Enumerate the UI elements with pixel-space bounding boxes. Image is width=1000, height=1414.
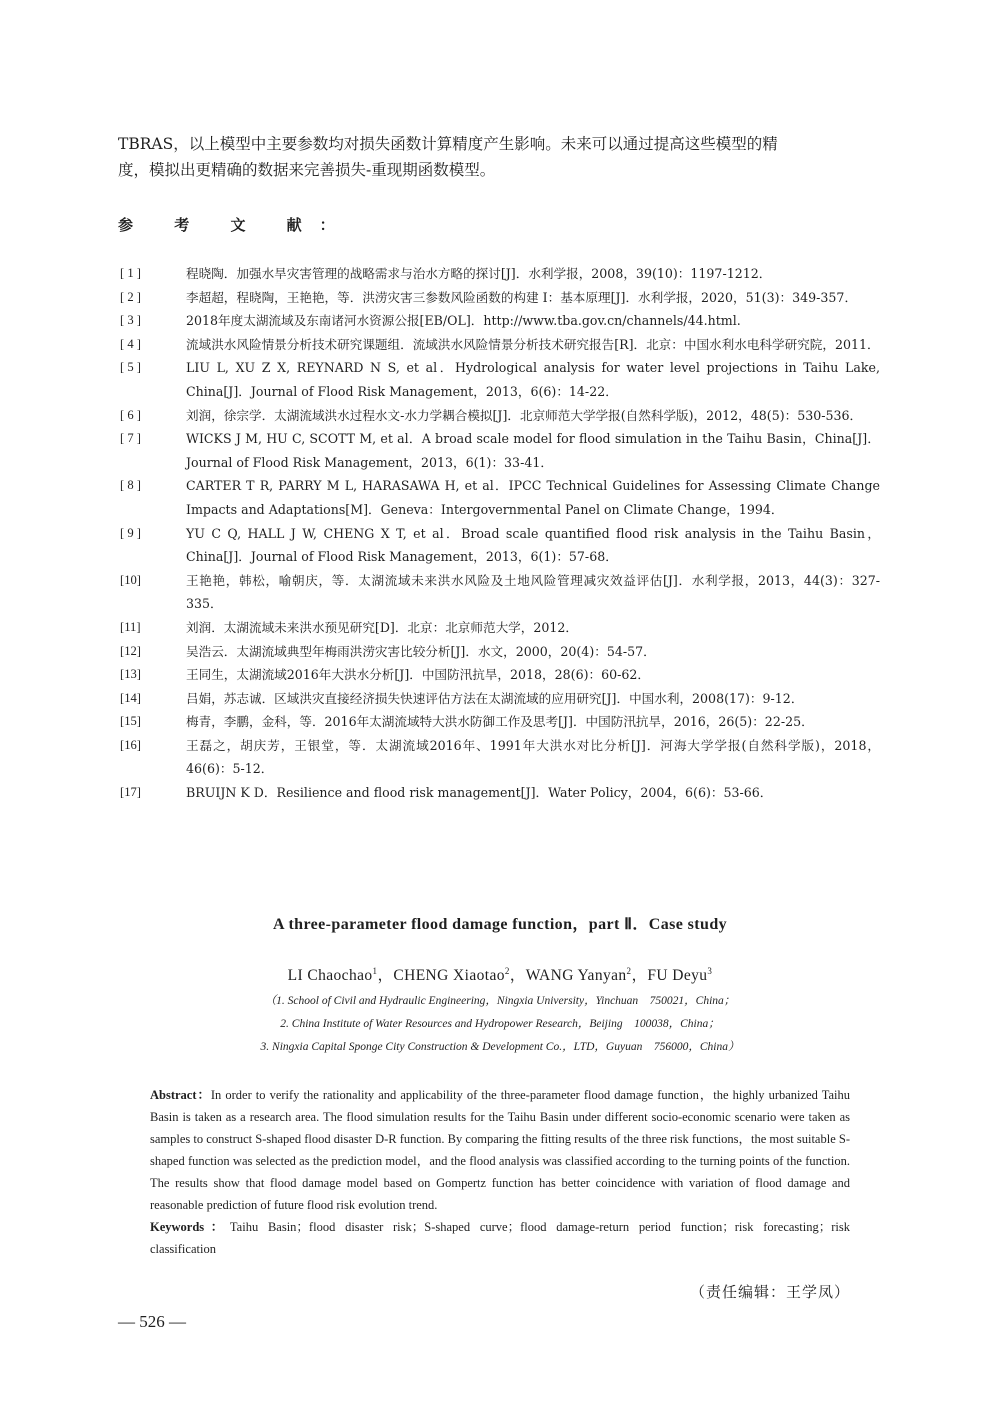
- author-affiliation-mark: 2: [504, 965, 510, 976]
- reference-number: [ 9 ]: [120, 525, 141, 540]
- author-affiliation-mark: 1: [372, 965, 378, 976]
- reference-text: 吕娟，苏志诚．区域洪灾直接经济损失快速评估方法在太湖流域的应用研究[J]．中国水利，2008(17)：9-12．: [186, 690, 804, 706]
- reference-item: [120, 427, 880, 474]
- page-number: — 526 —: [118, 1312, 186, 1331]
- reference-text: LIU L, XU Z X, REYNARD N S, et al．Hydrological analysis for water level projections in Taihu Lake, China[J]．Journal of Flood Risk Management，2013，6(6)：14-22．: [186, 360, 880, 399]
- keywords-label: Keywords：: [150, 1220, 230, 1234]
- author-affiliation-mark: 3: [707, 965, 713, 976]
- reference-item: [120, 640, 880, 664]
- reference-item: [120, 663, 880, 687]
- reference-item: [120, 333, 880, 357]
- intro-line-1: TBRAS，以上模型中主要参数均对损失函数计算精度产生影响。未来可以通过提高这些模型的精: [118, 135, 778, 153]
- reference-number: [ 5 ]: [120, 360, 141, 375]
- reference-item: [120, 356, 880, 403]
- abstract-label: Abstract：: [150, 1088, 211, 1102]
- reference-number: [14]: [120, 690, 141, 705]
- reference-text: 王艳艳，韩松，喻朝庆，等．太湖流域未来洪水风险及土地风险管理减灾效益评估[J]．水利学报，2013，44(3)：327-335．: [186, 572, 880, 612]
- reference-item: [120, 569, 880, 616]
- reference-item: [120, 616, 880, 640]
- reference-text: 王同生，太湖流域2016年大洪水分析[J]．中国防汛抗旱，2018，28(6)：60-62．: [186, 667, 650, 683]
- abstract-text: In order to verify the rationality and applicability of the three-parameter flood damage function，the highly urbanized Taihu Basin is taken as a research area. The flood simulation results for the Taihu Basin under different socio-economic scenario were taken as samples to construct S-shaped flood disaster D-R function. By comparing the fitting results of the three risk functions，the most suitable S-shaped function was selected as the prediction model，and the flood analysis was classified according to the turning points of the function. The results show that flood damage model based on Gompertz function has better coincidence with variation of flood damage and reasonable prediction of future flood risk evolution trend.: [150, 1088, 850, 1212]
- reference-text: BRUIJN K D．Resilience and flood risk management[J]．Water Policy，2004，6(6)：53-66．: [186, 785, 773, 801]
- reference-item: [120, 734, 880, 781]
- reference-number: [11]: [120, 619, 141, 634]
- reference-number: [ 1 ]: [120, 266, 141, 280]
- reference-number: [ 6 ]: [120, 407, 141, 422]
- author-list: [0, 963, 1000, 985]
- reference-text: 刘润，徐宗学．太湖流域洪水过程水文-水力学耦合模拟[J]．北京师范大学学报(自然科学版)，2012，48(5)：530-536．: [186, 407, 863, 423]
- keywords-text: Taihu Basin；flood disaster risk；S-shaped curve；flood damage-return period function；risk forecasting；risk classification: [150, 1220, 850, 1256]
- intro-paragraph: [118, 131, 888, 183]
- reference-number: [ 7 ]: [120, 431, 141, 446]
- reference-number: [15]: [120, 714, 141, 729]
- reference-text: YU C Q, HALL J W, CHENG X T, et al．Broad scale quantified flood risk analysis in the Taihu Basin，China[J]．Journal of Flood Risk Management，2013，6(1)：57-68．: [186, 525, 880, 565]
- abstract-block: [150, 1084, 850, 1260]
- reference-text: 流域洪水风险情景分析技术研究课题组．流域洪水风险情景分析技术研究报告[R]．北京：中国水利水电科学研究院，2011．: [186, 336, 880, 352]
- reference-item: [120, 522, 880, 569]
- intro-line-2: 度，模拟出更精确的数据来完善损失-重现期函数模型。: [118, 161, 496, 179]
- reference-text: 李超超，程晓陶，王艳艳，等．洪涝灾害三参数风险函数的构建 Ⅰ：基本原理[J]．水利学报，2020，51(3)：349-357．: [186, 289, 858, 305]
- reference-item: [120, 404, 880, 428]
- reference-number: [ 8 ]: [120, 478, 141, 493]
- reference-text: 刘润．太湖流域未来洪水预见研究[D]．北京：北京师范大学，2012．: [186, 619, 579, 635]
- references-list: [120, 262, 880, 805]
- reference-number: [ 2 ]: [120, 289, 141, 304]
- author-name: LI Chaochao: [287, 967, 373, 984]
- reference-item: [120, 687, 880, 711]
- author-separator: ，: [377, 967, 394, 984]
- reference-text: 梅青，李鹏，金科，等．2016年太湖流域特大洪水防御工作及思考[J]．中国防汛抗旱，2016，26(5)：22-25．: [186, 714, 814, 730]
- reference-number: [ 4 ]: [120, 336, 141, 351]
- reference-item: [120, 781, 880, 805]
- affiliation-3: 3. Ningxia Capital Sponge City Construction & Development Co.，LTD，Guyuan 756000，China）: [260, 1041, 740, 1053]
- author-name: CHENG Xiaotao: [393, 967, 505, 984]
- reference-item: [120, 474, 880, 521]
- reference-item: [120, 309, 880, 333]
- reference-number: [ 3 ]: [120, 313, 141, 328]
- reference-number: [13]: [120, 667, 141, 682]
- reference-text: CARTER T R, PARRY M L, HARASAWA H, et al．IPCC Technical Guidelines for Assessing Climate Change Impacts and Adaptations[M]．Geneva：Intergovernmental Panel on Climate Change，1994．: [186, 478, 880, 517]
- reference-number: [10]: [120, 572, 141, 587]
- reference-number: [17]: [120, 785, 141, 800]
- reference-item: [120, 710, 880, 734]
- reference-item: [120, 262, 880, 286]
- editor-note: （责任编辑：王学凤）: [690, 1283, 851, 1301]
- reference-number: [16]: [120, 737, 141, 752]
- abstract-paragraph: [150, 1084, 850, 1216]
- author-affiliation-mark: 2: [626, 965, 632, 976]
- reference-text: 2018年度太湖流域及东南诸河水资源公报[EB/OL]．http://www.tba.gov.cn/channels/44.html.: [186, 313, 741, 329]
- reference-number: [12]: [120, 643, 141, 658]
- reference-text: 程晓陶．加强水旱灾害管理的战略需求与治水方略的探讨[J]．水利学报，2008，39(10)：1197-1212．: [186, 266, 772, 281]
- reference-text: 吴浩云．太湖流域典型年梅雨洪涝灾害比较分析[J]．水文，2000，20(4)：54-57．: [186, 643, 656, 659]
- affiliation-1: （1. School of Civil and Hydraulic Engineering，Ningxia University，Yinchuan 750021，China；: [264, 995, 736, 1007]
- reference-text: WICKS J M, HU C, SCOTT M, et al．A broad scale model for flood simulation in the Taihu Basin，China[J]．Journal of Flood Risk Management，2013，6(1)：33-41．: [186, 431, 880, 470]
- author-name: FU Deyu: [647, 967, 708, 984]
- keywords-paragraph: [150, 1216, 850, 1260]
- affiliation-2: 2. China Institute of Water Resources and Hydropower Research，Beijing 100038，China；: [280, 1018, 720, 1030]
- reference-text: 王磊之，胡庆芳，王银堂，等．太湖流域2016年、1991年大洪水对比分析[J]．河海大学学报(自然科学版)，2018，46(6)：5-12．: [186, 737, 880, 777]
- english-title: A three-parameter flood damage function，part Ⅱ．Case study: [272, 916, 728, 933]
- author-name: WANG Yanyan: [525, 967, 627, 984]
- author-separator: ，: [631, 967, 648, 984]
- author-separator: ，: [509, 967, 526, 984]
- references-heading: 参 考 文 献：: [118, 216, 353, 234]
- reference-item: [120, 286, 880, 310]
